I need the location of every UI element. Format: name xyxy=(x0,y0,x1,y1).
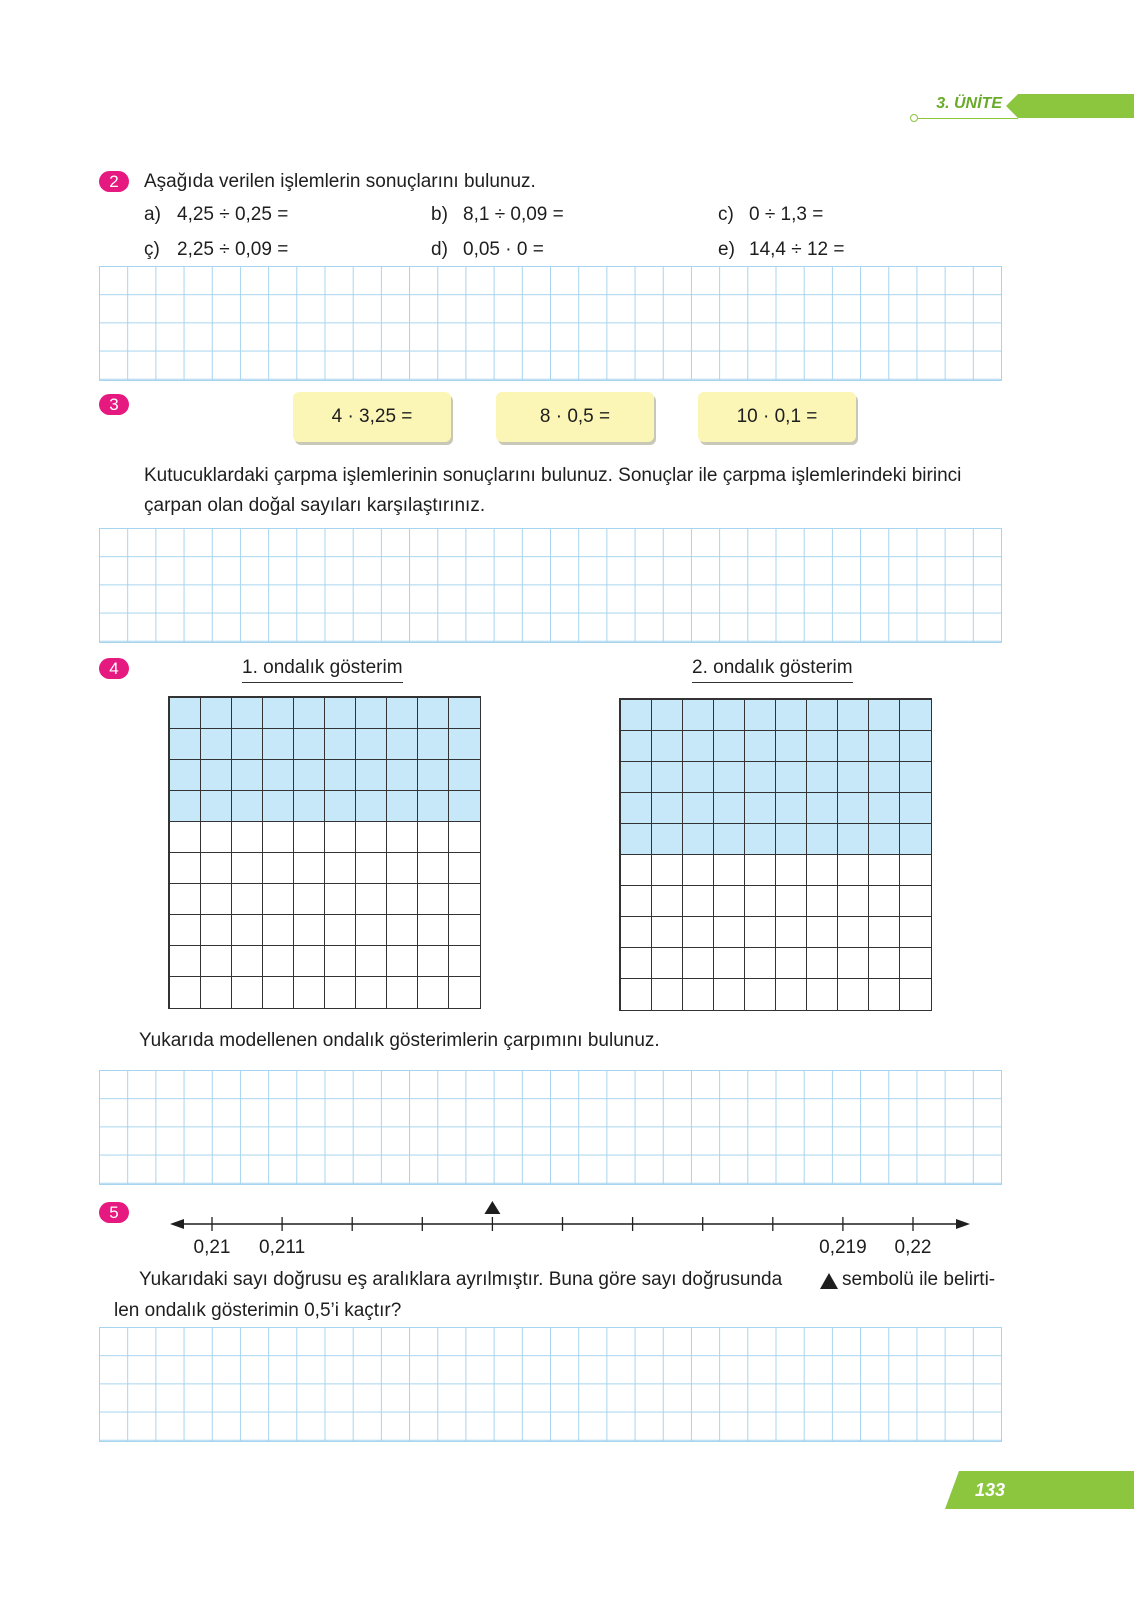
question-number-2: 2 xyxy=(99,171,129,192)
q3-box-3: 10 · 0,1 = xyxy=(698,392,856,442)
model-cell xyxy=(744,699,776,731)
model-cell xyxy=(899,947,931,979)
q2-item-c-cedilla-expr: 2,25 ÷ 0,09 = xyxy=(177,239,289,260)
model-cell xyxy=(713,730,745,762)
q3-text-line1: Kutucuklardaki çarpma işlemlerinin sonuçlarını bulunuz. Sonuçlar ile çarpma işlemlerindeki birinci xyxy=(144,465,962,486)
unit-dot-icon xyxy=(910,114,918,122)
model-cell xyxy=(899,823,931,855)
model-cell xyxy=(355,945,387,977)
triangle-marker-icon xyxy=(484,1201,500,1214)
model-cell xyxy=(744,916,776,948)
model-cell xyxy=(899,978,931,1010)
model-cell xyxy=(324,976,356,1008)
model-cell xyxy=(293,883,325,915)
model-cell xyxy=(837,854,869,886)
q5-text-line1: Yukarıdaki sayı doğrusu eş aralıklara ayrılmıştır. Buna göre sayı doğrusunda xyxy=(139,1269,783,1290)
model-cell xyxy=(837,761,869,793)
model-cell xyxy=(417,790,449,822)
model-cell xyxy=(651,885,683,917)
model-cell xyxy=(417,728,449,760)
q3-box-2: 8 · 0,5 = xyxy=(496,392,654,442)
model-cell xyxy=(386,883,418,915)
model-cell xyxy=(775,854,807,886)
model-cell xyxy=(262,976,294,1008)
model-cell xyxy=(293,852,325,884)
decimal-model-2 xyxy=(619,698,932,1011)
model-cell xyxy=(868,761,900,793)
model-cell xyxy=(837,885,869,917)
q4-prompt: Yukarıda modellenen ondalık gösterimlerin çarpımını bulunuz. xyxy=(139,1030,660,1051)
model-cell xyxy=(355,728,387,760)
model-cell xyxy=(200,945,232,977)
question-number-5: 5 xyxy=(99,1202,129,1223)
model-cell xyxy=(262,697,294,729)
model-cell xyxy=(262,821,294,853)
model-cell xyxy=(775,761,807,793)
model-cell xyxy=(169,883,201,915)
model-cell xyxy=(169,914,201,946)
model-cell xyxy=(231,976,263,1008)
model-cell xyxy=(231,852,263,884)
model-cell xyxy=(262,883,294,915)
model-cell xyxy=(899,854,931,886)
model-2-caption: 2. ondalık gösterim xyxy=(692,657,853,683)
model-cell xyxy=(868,854,900,886)
model-cell xyxy=(682,947,714,979)
model-cell xyxy=(744,792,776,824)
model-cell xyxy=(868,885,900,917)
model-cell xyxy=(200,883,232,915)
model-cell xyxy=(169,821,201,853)
model-cell xyxy=(713,792,745,824)
arrow-left-icon xyxy=(170,1219,184,1229)
q2-item-d-label: d) xyxy=(431,239,448,260)
model-cell xyxy=(293,790,325,822)
model-cell xyxy=(386,945,418,977)
model-cell xyxy=(713,978,745,1010)
model-cell xyxy=(899,761,931,793)
model-cell xyxy=(448,821,480,853)
question-number-4: 4 xyxy=(99,658,129,679)
model-cell xyxy=(324,790,356,822)
model-cell xyxy=(231,914,263,946)
model-cell xyxy=(293,945,325,977)
model-cell xyxy=(837,699,869,731)
model-cell xyxy=(355,914,387,946)
model-cell xyxy=(744,854,776,886)
model-cell xyxy=(293,697,325,729)
unit-tab xyxy=(1006,94,1134,118)
q2-answer-grid[interactable] xyxy=(99,266,1002,381)
number-line-tick-label: 0,219 xyxy=(819,1237,867,1258)
q2-item-a-expr: 4,25 ÷ 0,25 = xyxy=(177,204,289,225)
q3-answer-grid[interactable] xyxy=(99,528,1002,643)
arrow-right-icon xyxy=(956,1219,970,1229)
model-cell xyxy=(651,761,683,793)
model-cell xyxy=(713,761,745,793)
model-cell xyxy=(806,792,838,824)
model-cell xyxy=(324,759,356,791)
model-cell xyxy=(417,821,449,853)
unit-underline xyxy=(918,118,1018,119)
model-cell xyxy=(417,883,449,915)
model-cell xyxy=(775,916,807,948)
model-cell xyxy=(868,823,900,855)
model-cell xyxy=(355,852,387,884)
q5-text-line2: len ondalık gösterimin 0,5’i kaçtır? xyxy=(114,1300,402,1321)
model-cell xyxy=(775,947,807,979)
model-cell xyxy=(231,728,263,760)
model-cell xyxy=(200,852,232,884)
model-cell xyxy=(355,697,387,729)
model-cell xyxy=(806,699,838,731)
model-cell xyxy=(682,854,714,886)
model-cell xyxy=(231,790,263,822)
model-cell xyxy=(775,823,807,855)
model-cell xyxy=(324,914,356,946)
model-cell xyxy=(448,914,480,946)
model-cell xyxy=(682,916,714,948)
model-cell xyxy=(293,759,325,791)
model-cell xyxy=(169,976,201,1008)
q3-box-1: 4 · 3,25 = xyxy=(293,392,451,442)
model-cell xyxy=(713,699,745,731)
model-cell xyxy=(293,821,325,853)
model-cell xyxy=(355,821,387,853)
model-cell xyxy=(744,761,776,793)
model-cell xyxy=(620,761,652,793)
model-cell xyxy=(620,854,652,886)
model-cell xyxy=(200,728,232,760)
decimal-model-1 xyxy=(168,696,481,1009)
model-cell xyxy=(868,947,900,979)
model-cell xyxy=(417,697,449,729)
model-cell xyxy=(417,945,449,977)
model-cell xyxy=(775,792,807,824)
number-line-tick-label: 0,21 xyxy=(193,1237,231,1258)
model-cell xyxy=(806,916,838,948)
model-cell xyxy=(231,697,263,729)
model-cell xyxy=(386,728,418,760)
model-cell xyxy=(899,885,931,917)
model-cell xyxy=(386,697,418,729)
model-cell xyxy=(713,854,745,886)
model-cell xyxy=(682,730,714,762)
model-cell xyxy=(293,976,325,1008)
model-cell xyxy=(868,699,900,731)
model-cell xyxy=(231,945,263,977)
model-cell xyxy=(324,852,356,884)
model-cell xyxy=(837,730,869,762)
triangle-icon xyxy=(819,1272,839,1290)
q2-item-e-expr: 14,4 ÷ 12 = xyxy=(749,239,845,260)
model-cell xyxy=(868,730,900,762)
model-cell xyxy=(355,759,387,791)
number-line-tick-label: 0,22 xyxy=(894,1237,932,1258)
model-cell xyxy=(620,916,652,948)
model-cell xyxy=(231,821,263,853)
model-cell xyxy=(651,978,683,1010)
model-cell xyxy=(620,978,652,1010)
page-number: 133 xyxy=(974,1480,1006,1500)
model-cell xyxy=(806,761,838,793)
model-cell xyxy=(775,699,807,731)
model-cell xyxy=(200,759,232,791)
model-cell xyxy=(837,978,869,1010)
model-cell xyxy=(386,852,418,884)
q2-item-c-cedilla-label: ç) xyxy=(144,239,160,260)
model-cell xyxy=(806,978,838,1010)
model-cell xyxy=(448,697,480,729)
model-cell xyxy=(651,823,683,855)
model-cell xyxy=(262,790,294,822)
model-cell xyxy=(682,761,714,793)
q2-item-b-expr: 8,1 ÷ 0,09 = xyxy=(463,204,564,225)
model-cell xyxy=(448,852,480,884)
model-cell xyxy=(355,976,387,1008)
model-cell xyxy=(899,699,931,731)
model-cell xyxy=(744,823,776,855)
q2-item-a-label: a) xyxy=(144,204,161,225)
model-cell xyxy=(324,728,356,760)
model-cell xyxy=(324,883,356,915)
model-cell xyxy=(293,914,325,946)
model-cell xyxy=(169,852,201,884)
model-cell xyxy=(837,823,869,855)
model-cell xyxy=(713,947,745,979)
model-cell xyxy=(744,885,776,917)
model-cell xyxy=(417,914,449,946)
model-cell xyxy=(682,792,714,824)
q4-answer-grid[interactable] xyxy=(99,1070,1002,1185)
model-cell xyxy=(620,947,652,979)
model-cell xyxy=(806,823,838,855)
q2-item-d-expr: 0,05 · 0 = xyxy=(463,239,544,260)
model-cell xyxy=(651,730,683,762)
q5-answer-grid[interactable] xyxy=(99,1327,1002,1442)
model-cell xyxy=(899,916,931,948)
q2-item-c-label: c) xyxy=(718,204,734,225)
model-cell xyxy=(682,823,714,855)
model-cell xyxy=(620,792,652,824)
model-cell xyxy=(448,759,480,791)
model-cell xyxy=(775,978,807,1010)
model-cell xyxy=(200,697,232,729)
model-cell xyxy=(806,885,838,917)
model-cell xyxy=(386,790,418,822)
model-cell xyxy=(651,916,683,948)
model-cell xyxy=(262,728,294,760)
model-cell xyxy=(169,945,201,977)
unit-label: 3. ÜNİTE xyxy=(936,95,1002,112)
model-cell xyxy=(744,978,776,1010)
q2-item-c-expr: 0 ÷ 1,3 = xyxy=(749,204,824,225)
model-cell xyxy=(324,697,356,729)
model-cell xyxy=(713,885,745,917)
model-cell xyxy=(837,916,869,948)
model-cell xyxy=(231,759,263,791)
model-cell xyxy=(448,728,480,760)
model-cell xyxy=(448,883,480,915)
model-cell xyxy=(386,914,418,946)
model-cell xyxy=(620,730,652,762)
number-line-tick-label: 0,211 xyxy=(259,1237,306,1258)
model-cell xyxy=(806,730,838,762)
q5-text-line1b: sembolü ile belirti- xyxy=(842,1269,996,1290)
model-cell xyxy=(868,978,900,1010)
model-cell xyxy=(682,978,714,1010)
model-cell xyxy=(620,823,652,855)
model-cell xyxy=(651,947,683,979)
model-cell xyxy=(651,854,683,886)
model-cell xyxy=(775,885,807,917)
q3-text-line2: çarpan olan doğal sayıları karşılaştırınız. xyxy=(144,495,486,516)
model-cell xyxy=(200,976,232,1008)
model-cell xyxy=(899,792,931,824)
model-cell xyxy=(806,854,838,886)
q2-item-e-label: e) xyxy=(718,239,735,260)
q2-prompt: Aşağıda verilen işlemlerin sonuçlarını bulunuz. xyxy=(144,171,536,192)
model-cell xyxy=(293,728,325,760)
model-cell xyxy=(837,947,869,979)
model-cell xyxy=(868,792,900,824)
model-cell xyxy=(262,852,294,884)
model-1-caption: 1. ondalık gösterim xyxy=(242,657,403,683)
model-cell xyxy=(417,852,449,884)
question-number-3: 3 xyxy=(99,394,129,415)
model-cell xyxy=(386,976,418,1008)
model-cell xyxy=(169,790,201,822)
model-cell xyxy=(355,790,387,822)
model-cell xyxy=(231,883,263,915)
model-cell xyxy=(448,790,480,822)
model-cell xyxy=(324,945,356,977)
model-cell xyxy=(682,885,714,917)
model-cell xyxy=(262,945,294,977)
model-cell xyxy=(200,914,232,946)
model-cell xyxy=(713,823,745,855)
model-cell xyxy=(169,728,201,760)
model-cell xyxy=(744,730,776,762)
model-cell xyxy=(651,699,683,731)
model-cell xyxy=(417,759,449,791)
model-cell xyxy=(899,730,931,762)
model-cell xyxy=(868,916,900,948)
model-cell xyxy=(448,976,480,1008)
model-cell xyxy=(262,914,294,946)
model-cell xyxy=(713,916,745,948)
model-cell xyxy=(324,821,356,853)
number-line xyxy=(170,1192,980,1262)
model-cell xyxy=(448,945,480,977)
model-cell xyxy=(806,947,838,979)
model-cell xyxy=(200,790,232,822)
model-cell xyxy=(417,976,449,1008)
model-cell xyxy=(200,821,232,853)
model-cell xyxy=(262,759,294,791)
model-cell xyxy=(682,699,714,731)
model-cell xyxy=(651,792,683,824)
model-cell xyxy=(620,699,652,731)
model-cell xyxy=(775,730,807,762)
model-cell xyxy=(744,947,776,979)
model-cell xyxy=(837,792,869,824)
model-cell xyxy=(620,885,652,917)
model-cell xyxy=(386,821,418,853)
model-cell xyxy=(386,759,418,791)
model-cell xyxy=(169,697,201,729)
q2-item-b-label: b) xyxy=(431,204,448,225)
model-cell xyxy=(355,883,387,915)
model-cell xyxy=(169,759,201,791)
